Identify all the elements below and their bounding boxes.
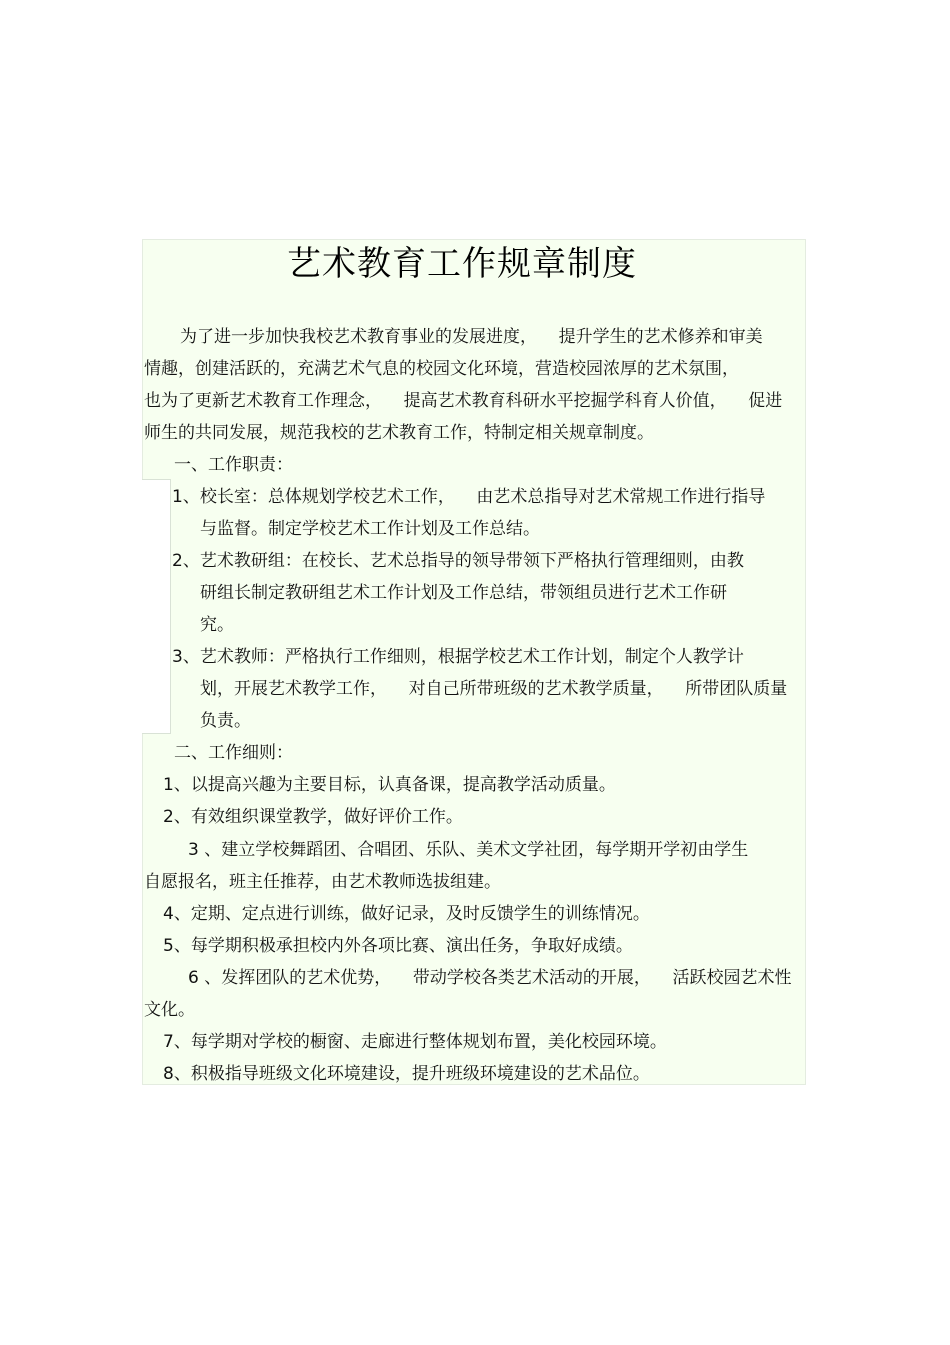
rule-item: 1、以提高兴趣为主要目标，认真备课，提高教学活动质量。 — [163, 775, 616, 795]
duty-item: 究。 — [200, 615, 234, 635]
duties-bracket — [142, 479, 171, 734]
intro-line: 也为了更新艺术教育工作理念， 提高艺术教育科研水平挖掘学科育人价值， 促进 — [144, 391, 783, 411]
section-heading-duties: 一、工作职责： — [174, 455, 293, 475]
intro-line: 情趣，创建活跃的，充满艺术气息的校园文化环境，营造校园浓厚的艺术氛围， — [144, 359, 739, 379]
rule-item: 7、每学期对学校的橱窗、走廊进行整体规划布置，美化校园环境。 — [163, 1032, 667, 1052]
duty-item: 负责。 — [200, 711, 251, 731]
intro-line: 为了进一步加快我校艺术教育事业的发展进度， 提升学生的艺术修养和审美 — [180, 327, 763, 347]
rule-item: 3 、建立学校舞蹈团、合唱团、乐队、美术文学社团，每学期开学初由学生 — [188, 840, 749, 860]
rule-item: 8、积极指导班级文化环境建设，提升班级环境建设的艺术品位。 — [163, 1064, 650, 1084]
section-heading-rules: 二、工作细则： — [174, 743, 293, 763]
rule-item: 4、定期、定点进行训练，做好记录，及时反馈学生的训练情况。 — [163, 904, 650, 924]
document-title: 艺术教育工作规章制度 — [287, 244, 637, 284]
intro-line: 师生的共同发展，规范我校的艺术教育工作，特制定相关规章制度。 — [144, 423, 654, 443]
duty-item: 1、校长室：总体规划学校艺术工作， 由艺术总指导对艺术常规工作进行指导 — [172, 487, 766, 507]
duty-item: 研组长制定教研组艺术工作计划及工作总结，带领组员进行艺术工作研 — [200, 583, 727, 603]
rule-item: 2、有效组织课堂教学，做好评价工作。 — [163, 807, 463, 827]
duty-item: 与监督。制定学校艺术工作计划及工作总结。 — [200, 519, 540, 539]
rule-item: 5、每学期积极承担校内外各项比赛、演出任务，争取好成绩。 — [163, 936, 633, 956]
rule-item: 6 、发挥团队的艺术优势， 带动学校各类艺术活动的开展， 活跃校园艺术性 — [188, 968, 792, 988]
duty-item: 3、艺术教师：严格执行工作细则，根据学校艺术工作计划，制定个人教学计 — [172, 647, 744, 667]
rule-item: 自愿报名，班主任推荐，由艺术教师选拔组建。 — [144, 872, 501, 892]
duty-item: 划，开展艺术教学工作， 对自己所带班级的艺术教学质量， 所带团队质量 — [200, 679, 788, 699]
rule-item: 文化。 — [144, 1000, 195, 1020]
duty-item: 2、艺术教研组：在校长、艺术总指导的领导带领下严格执行管理细则，由教 — [172, 551, 744, 571]
